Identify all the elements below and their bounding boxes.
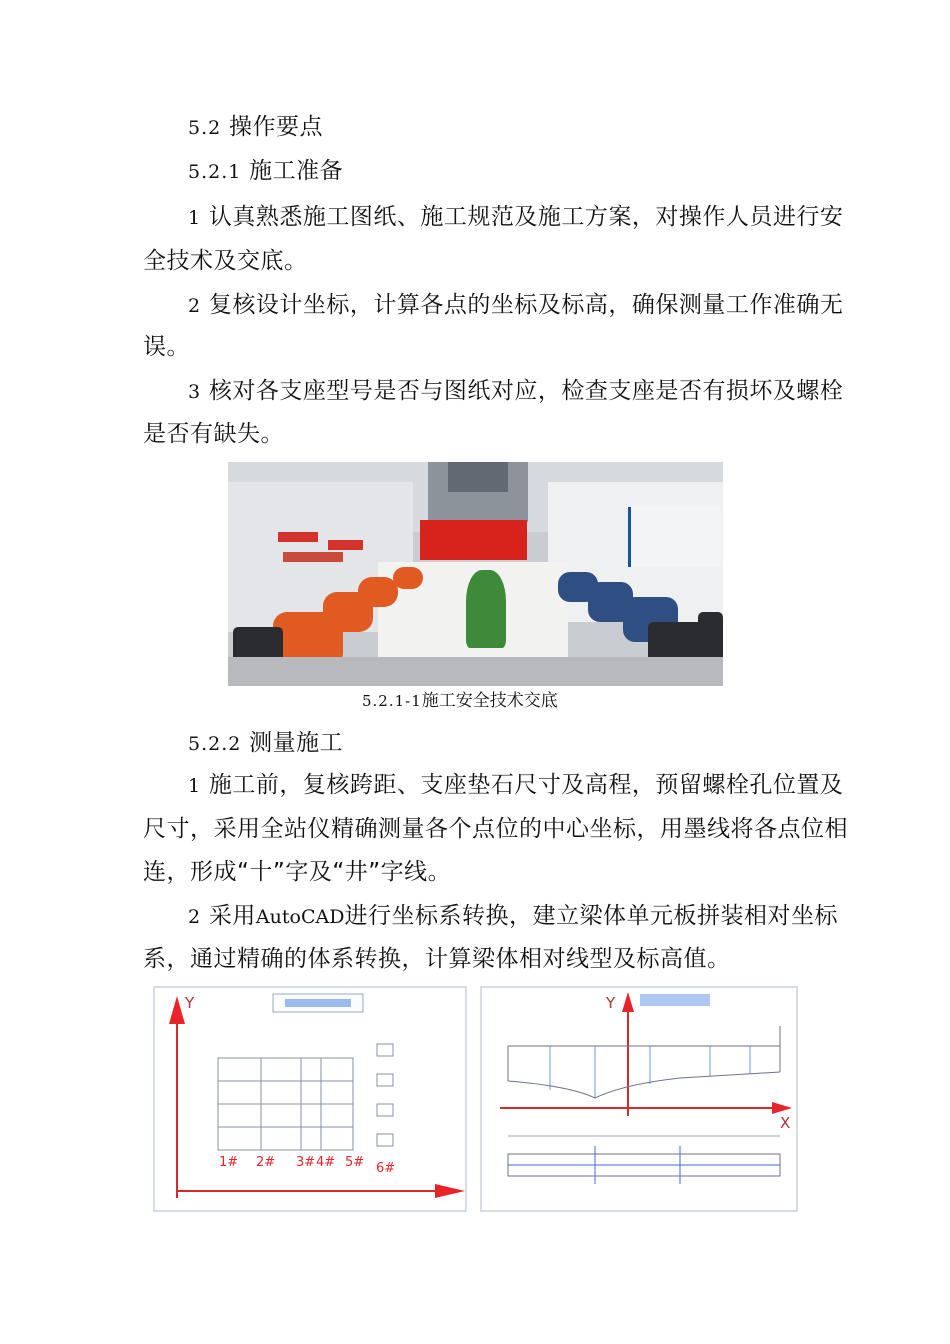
- photo-wall-slogan: [278, 532, 318, 542]
- figure-caption: [362, 690, 558, 712]
- beam-elevation: [508, 1026, 780, 1098]
- paragraph-text: 核对各支座型号是否与图纸对应，检查支座是否有损坏及螺栓: [208, 378, 844, 404]
- x-axis-arrow: [772, 1102, 792, 1114]
- drawing-title-text: [640, 994, 710, 1006]
- paragraph-1-line-2: 全技术及交底。: [143, 248, 308, 274]
- subsection-heading-1: [188, 156, 343, 187]
- detail-box: [377, 1134, 393, 1146]
- figure-caption-number: 5.2.1-1: [362, 692, 422, 710]
- paragraph-5-line-2: 系，通过精确的体系转换，计算梁体相对线型及标高值。: [143, 946, 731, 972]
- paragraph-4-line-2: 尺寸，采用全站仪精确测量各个点位的中心坐标，用墨线将各点位相: [143, 816, 848, 842]
- subsection-title-1: 施工准备: [249, 158, 344, 184]
- y-axis-arrow: [169, 996, 185, 1024]
- support-label: 5#: [345, 1155, 365, 1170]
- paragraph-1-line-1: [188, 202, 843, 233]
- coordinate-drawing-right-svg: [480, 986, 798, 1212]
- photo-person-orange: [393, 567, 423, 589]
- item-number: 2: [188, 906, 202, 928]
- figure-caption-text: 施工安全技术交底: [421, 691, 558, 711]
- coordinate-drawing-left-svg: [153, 986, 467, 1212]
- y-axis-arrow: [622, 992, 634, 1012]
- y-axis-label: Y: [606, 994, 616, 1012]
- photo-ceiling-light: [448, 462, 508, 492]
- paragraph-text: 施工前，复核跨距、支座垫石尺寸及高程，预留螺栓孔位置及: [208, 772, 844, 798]
- coordinate-drawing-left: [153, 986, 467, 1212]
- detail-box: [377, 1074, 393, 1086]
- drawing-title-text: [285, 999, 351, 1007]
- paragraph-3-line-1: [188, 376, 843, 407]
- paragraph-2-line-2: 误。: [143, 334, 190, 360]
- paragraph-4-line-3: 连，形成“十”字及“井”字线。: [143, 859, 452, 885]
- subsection-heading-2: [188, 728, 343, 759]
- photo-company-banner: [628, 507, 721, 567]
- subsection-title-2: 测量施工: [249, 730, 344, 756]
- support-labels: [219, 1155, 395, 1176]
- support-label: 6#: [376, 1161, 396, 1176]
- photo-red-screen: [420, 520, 527, 560]
- item-number: 1: [188, 775, 202, 797]
- paragraph-3-line-2: 是否有缺失。: [143, 421, 284, 447]
- meeting-photo: [228, 462, 723, 686]
- paragraph-5-line-1: [188, 901, 838, 932]
- beam-soffit-curve: [508, 1072, 780, 1098]
- section-heading: [188, 112, 323, 143]
- item-number: 2: [188, 295, 202, 317]
- item-number: 3: [188, 381, 202, 403]
- software-name: AutoCAD: [255, 906, 345, 928]
- photo-person-orange: [358, 577, 398, 607]
- plate-grid: [218, 1044, 393, 1150]
- item-number: 1: [188, 207, 202, 229]
- section-title: 操作要点: [229, 114, 324, 140]
- y-axis-label: Y: [185, 994, 195, 1012]
- x-axis-label: X: [780, 1114, 791, 1132]
- support-label: 2#: [256, 1155, 276, 1170]
- support-label: 3#: [296, 1155, 316, 1170]
- detail-box: [377, 1044, 393, 1056]
- subsection-number-2: 5.2.2: [188, 733, 242, 755]
- coordinate-drawing-right: [480, 986, 798, 1212]
- subsection-number-1: 5.2.1: [188, 161, 242, 183]
- photo-wall-slogan: [283, 552, 343, 562]
- paragraph-text: 采用: [208, 903, 256, 929]
- x-axis-arrow: [435, 1184, 465, 1198]
- paragraph-text: 认真熟悉施工图纸、施工规范及施工方案，对操作人员进行安: [208, 204, 844, 230]
- photo-wall-slogan: [328, 540, 363, 550]
- support-label: 1#: [219, 1155, 239, 1170]
- support-label: 4#: [316, 1155, 336, 1170]
- section-number: 5.2: [188, 117, 222, 139]
- photo-plant: [466, 570, 506, 648]
- drawing-border: [154, 987, 466, 1211]
- beam-section-lines: [550, 1046, 750, 1098]
- beam-plan: [508, 1146, 780, 1184]
- paragraph-text: 复核设计坐标，计算各点的坐标及标高，确保测量工作准确无: [208, 292, 844, 318]
- paragraph-2-line-1: [188, 290, 843, 321]
- paragraph-text: 进行坐标系转换，建立梁体单元板拼装相对坐标: [344, 903, 838, 929]
- drawing-border: [481, 987, 797, 1211]
- paragraph-4-line-1: [188, 770, 843, 801]
- photo-floor: [228, 657, 723, 686]
- detail-box: [377, 1104, 393, 1116]
